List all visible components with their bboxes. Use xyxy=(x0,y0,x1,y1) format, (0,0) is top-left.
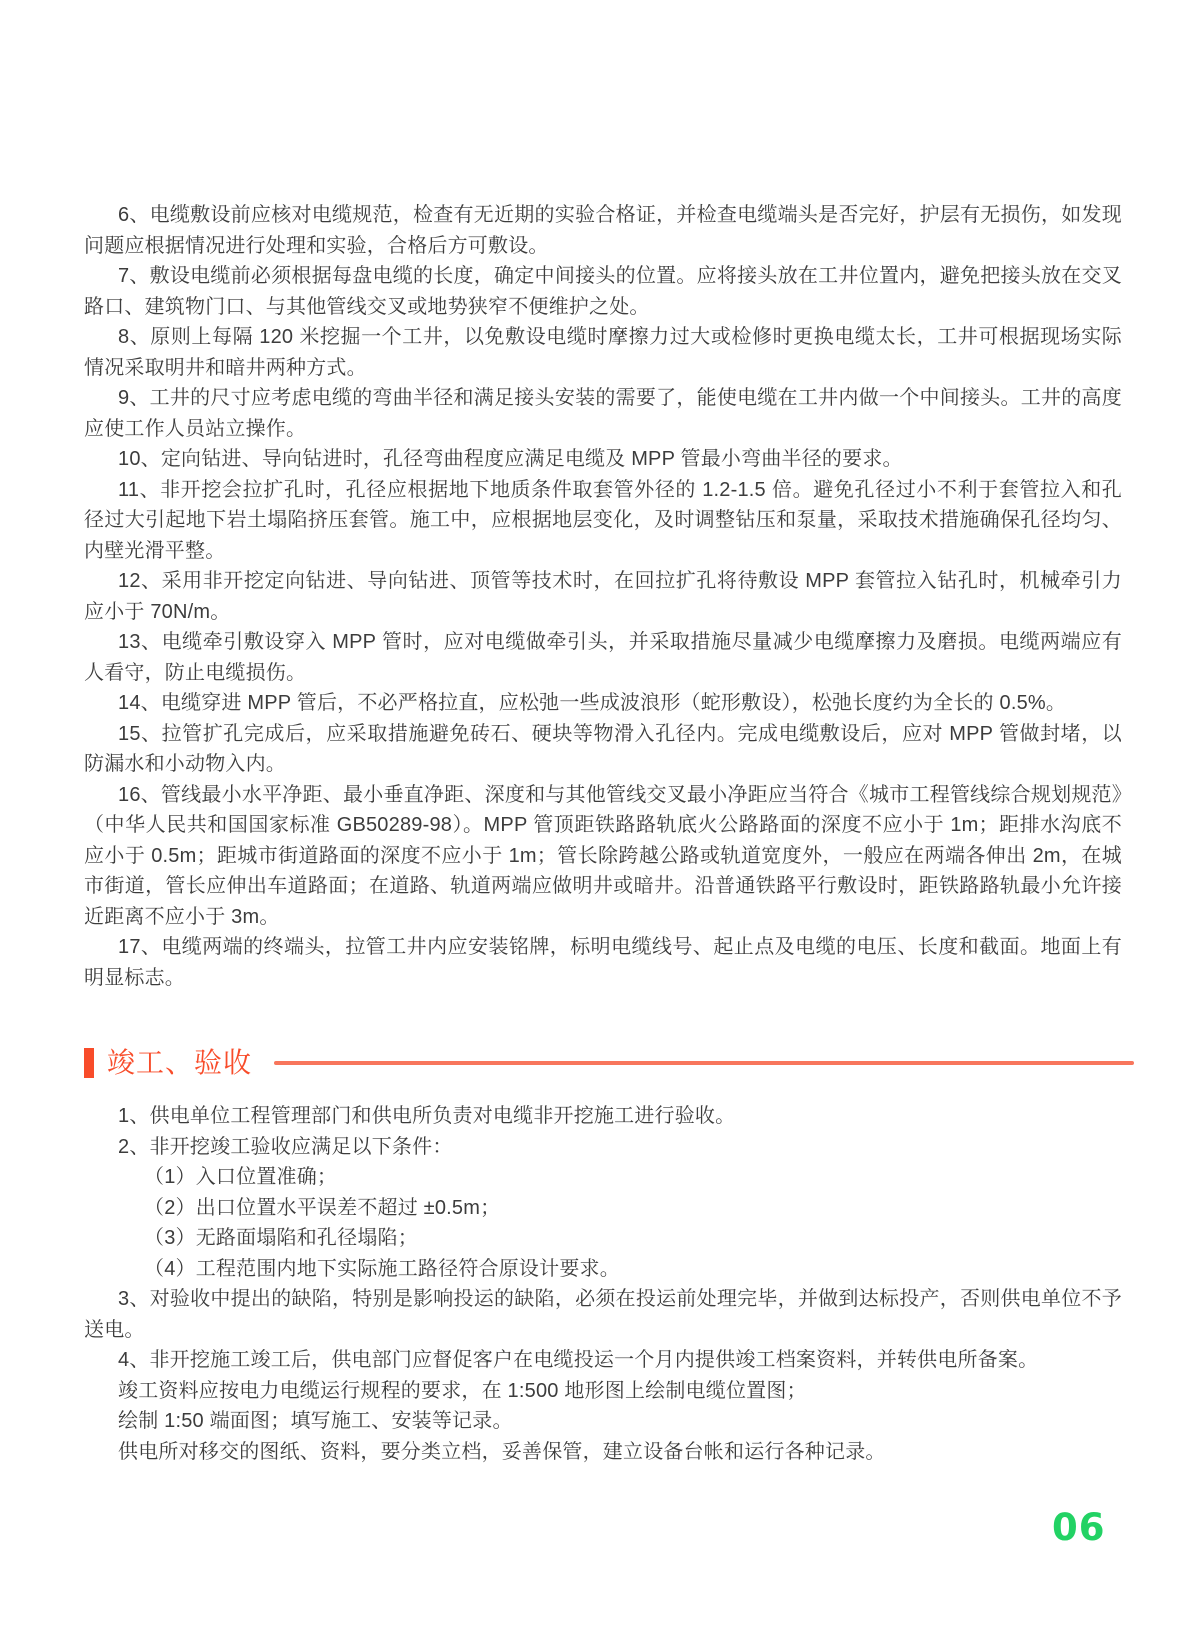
paragraph-item-12: 12、采用非开挖定向钻进、导向钻进、顶管等技术时，在回拉扩孔将待敷设 MPP 套管拉入钻孔时，机械牵引力应小于 70N/m。 xyxy=(84,570,1122,623)
acceptance-list xyxy=(84,1101,1122,1467)
paragraph-item-14: 14、电缆穿进 MPP 管后，不必严格拉直，应松弛一些成波浪形（蛇形敷设），松弛长度约为全长的 0.5%。 xyxy=(118,692,1067,714)
acceptance-subitem-3: （3）无路面塌陷和孔径塌陷； xyxy=(144,1227,418,1249)
page-number: 06 xyxy=(1052,1506,1106,1549)
construction-paragraph-list xyxy=(84,0,1122,993)
section-header-completion-acceptance xyxy=(84,1043,1134,1083)
paragraph-item-15: 15、拉管扩孔完成后，应采取措施避免砖石、硬块等物滑入孔径内。完成电缆敷设后，应对 MPP 管做封堵，以防漏水和小动物入内。 xyxy=(84,722,1122,775)
paragraph-item-10: 10、定向钻进、导向钻进时，孔径弯曲程度应满足电缆及 MPP 管最小弯曲半径的要求。 xyxy=(118,448,903,470)
paragraph-item-17: 17、电缆两端的终端头，拉管工井内应安装铭牌，标明电缆线号、起止点及电缆的电压、长度和截面。地面上有明显标志。 xyxy=(84,936,1122,989)
acceptance-item-1: 1、供电单位工程管理部门和供电所负责对电缆非开挖施工进行验收。 xyxy=(118,1105,736,1127)
acceptance-item-4: 4、非开挖施工竣工后，供电部门应督促客户在电缆投运一个月内提供竣工档案资料，并转供电所备案。 xyxy=(118,1349,1039,1371)
section-rule-line xyxy=(274,1061,1134,1065)
acceptance-subitem-1: （1）入口位置准确； xyxy=(144,1166,338,1188)
paragraph-item-16: 16、管线最小水平净距、最小垂直净距、深度和与其他管线交叉最小净距应当符合《城市工程管线综合规划规范》（中华人民共和国国家标准 GB50289-98）。MPP 管顶距铁路路轨底火公路路面的深度不应小于 1m；距排水沟底不应小于 0.5m；距城市街道路面的深度不应小于 1m；管长除跨越公路或轨道宽度外，一般应在两端各伸出 2m，在城市街道，管长应伸出车道路面；在道路、轨道两端应做明井或暗井。沿普通铁路平行敷设时，距铁路路轨最小允许接近距离不应小于 3m。 xyxy=(84,783,1122,928)
paragraph-item-11: 11、非开挖会拉扩孔时，孔径应根据地下地质条件取套管外径的 1.2-1.5 倍。避免孔径过小不利于套管拉入和孔径过大引起地下岩土塌陷挤压套管。施工中，应根据地层变化，及时调整钻压和泵量，采取技术措施确保孔径均匀、内壁光滑平整。 xyxy=(84,478,1122,562)
section-title: 竣工、验收 xyxy=(107,1047,253,1078)
acceptance-note-2: 绘制 1:50 端面图；填写施工、安装等记录。 xyxy=(118,1410,513,1432)
section-marker-bar xyxy=(84,1048,94,1078)
acceptance-note-3: 供电所对移交的图纸、资料，要分类立档，妥善保管，建立设备台帐和运行各种记录。 xyxy=(118,1440,886,1463)
acceptance-note-1: 竣工资料应按电力电缆运行规程的要求，在 1:500 地形图上绘制电缆位置图； xyxy=(118,1379,807,1402)
paragraph-item-8: 8、原则上每隔 120 米挖掘一个工井，以免敷设电缆时摩擦力过大或检修时更换电缆太长，工井可根据现场实际情况采取明井和暗井两种方式。 xyxy=(84,326,1122,379)
acceptance-subitem-4: （4）工程范围内地下实际施工路径符合原设计要求。 xyxy=(144,1257,620,1280)
acceptance-item-2: 2、非开挖竣工验收应满足以下条件： xyxy=(118,1135,453,1158)
paragraph-item-7: 7、敷设电缆前必须根据每盘电缆的长度，确定中间接头的位置。应将接头放在工井位置内，避免把接头放在交叉路口、建筑物门口、与其他管线交叉或地势狭窄不便维护之处。 xyxy=(84,265,1122,318)
paragraph-item-9: 9、工井的尺寸应考虑电缆的弯曲半径和满足接头安装的需要了，能使电缆在工井内做一个中间接头。工井的高度应使工作人员站立操作。 xyxy=(84,387,1122,440)
acceptance-subitem-2: （2）出口位置水平误差不超过 ±0.5m； xyxy=(144,1196,501,1219)
acceptance-item-3: 3、对验收中提出的缺陷，特别是影响投运的缺陷，必须在投运前处理完毕，并做到达标投产，否则供电单位不予送电。 xyxy=(84,1288,1122,1341)
paragraph-item-13: 13、电缆牵引敷设穿入 MPP 管时，应对电缆做牵引头，并采取措施尽量减少电缆摩擦力及磨损。电缆两端应有人看守，防止电缆损伤。 xyxy=(84,631,1122,684)
paragraph-item-6: 6、电缆敷设前应核对电缆规范，检查有无近期的实验合格证，并检查电缆端头是否完好，护层有无损伤，如发现问题应根据情况进行处理和实验，合格后方可敷设。 xyxy=(84,204,1122,257)
